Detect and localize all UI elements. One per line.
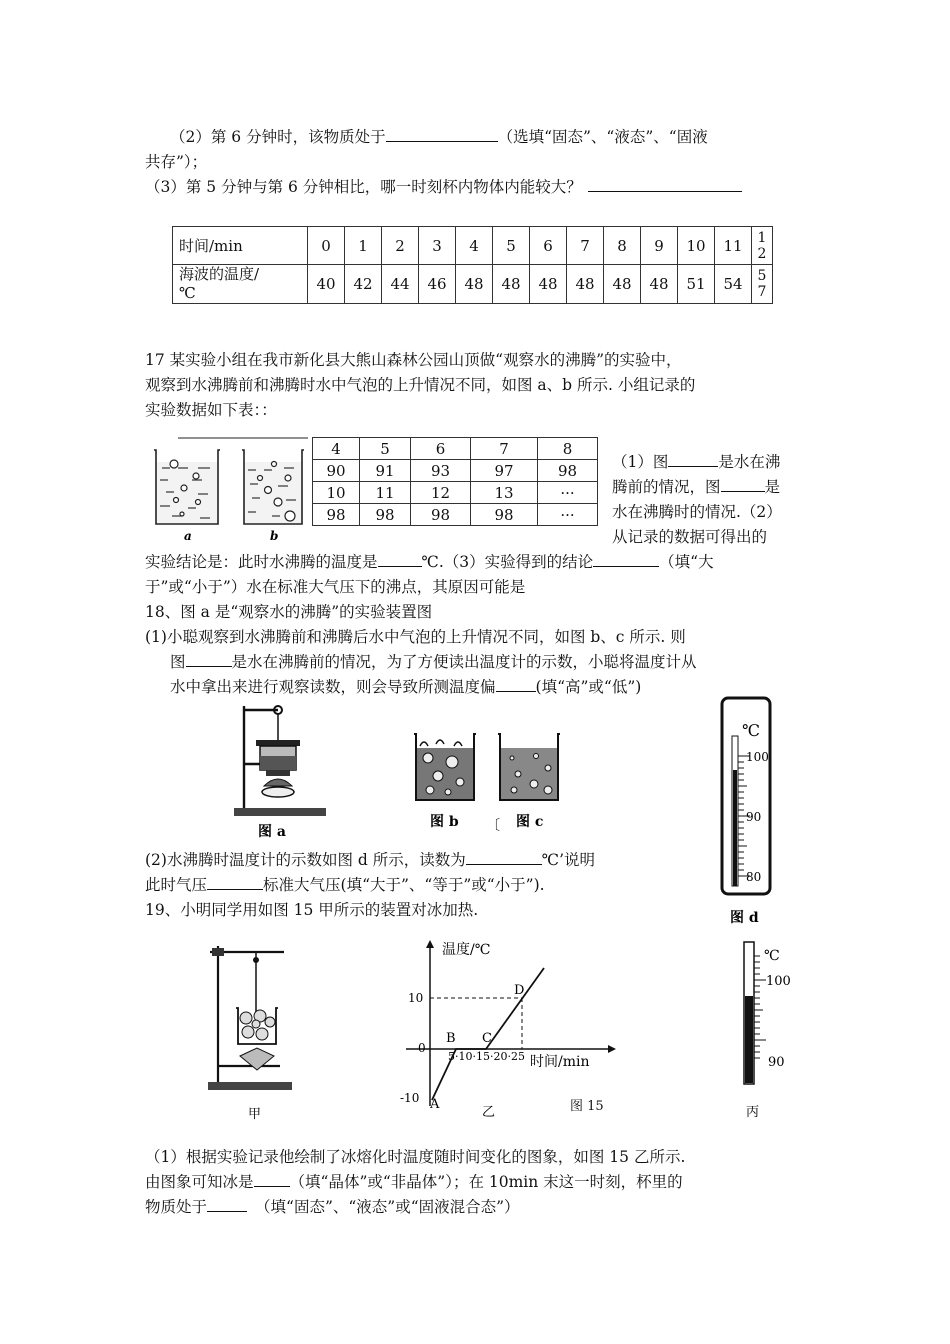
q17-line2: 观察到水沸腾前和沸腾时水中气泡的上升情况不同，如图 a、b 所示. 小组记录的 [145, 376, 696, 394]
q19-part1-line1: （1）根据实验记录他绘制了冰熔化时温度随时间变化的图象，如图 15 乙所示. [145, 1148, 686, 1166]
beaker-a-icon [154, 450, 220, 524]
apparatus-figure-a [230, 700, 330, 840]
beakers-figure-ab [148, 436, 308, 546]
table-row: 90 91 93 97 98 [313, 460, 598, 482]
answer-blank[interactable] [386, 127, 498, 142]
svg-text:b: b [270, 529, 279, 543]
q17-line1: 17 某实验小组在我市新化县大熊山森林公园山顶做“观察水的沸腾”的实验中， [145, 351, 682, 369]
q19-part1-line2: 由图象可知冰是 （填“晶体”或“非晶体”）；在 10min 末这一时刻，杯里的 [145, 1173, 683, 1191]
point-label: C [482, 1031, 492, 1046]
q17-side-line3: 水在沸腾时的情况.（2） [612, 503, 782, 521]
row-header-temperature: 海波的温度/ ℃ [173, 265, 308, 304]
apparatus-figure-jia [204, 936, 304, 1126]
svg-text:℃: ℃ [742, 721, 760, 740]
svg-text:丙: 丙 [746, 1105, 760, 1120]
svg-text:图 d: 图 d [730, 910, 759, 926]
answer-blank[interactable] [207, 1197, 247, 1212]
thermometer-figure-bing [730, 940, 800, 1124]
answer-blank[interactable] [588, 177, 742, 192]
svg-text:图 b: 图 b [430, 814, 459, 830]
svg-text:甲: 甲 [248, 1107, 262, 1122]
boiling-data-table [312, 437, 598, 526]
table-row: 4 5 6 7 8 [313, 438, 598, 460]
q16-part2-line2: 共存”）； [145, 153, 208, 171]
beaker-c-icon [498, 734, 560, 800]
q19-part1-line3: 物质处于 （填“固态”、“液态”或“固液混合态”） [145, 1198, 520, 1216]
y-tick-label: -10 [400, 1091, 420, 1105]
figure-caption: 图 15 [570, 1099, 604, 1114]
svg-text:100: 100 [746, 750, 769, 764]
svg-text:乙: 乙 [482, 1105, 496, 1120]
q17-side-line2: 腾前的情况，图 是 [612, 478, 781, 496]
q18-part1-line1: (1)小聪观察到水沸腾前和沸腾后水中气泡的上升情况不同，如图 b、c 所示. 则 [145, 628, 686, 646]
answer-blank[interactable] [496, 677, 536, 692]
q17-line4: 实验结论是：此时水沸腾的温度是 ℃.（3）实验得到的结论 （填“大 [145, 553, 714, 571]
q16-part2-line1: （2）第 6 分钟时，该物质处于 （选填“固态”、“液态”、“固液 [170, 128, 708, 146]
q18-title: 18、图 a 是“观察水的沸腾”的实验装置图 [145, 603, 433, 621]
beaker-b-icon [242, 450, 304, 524]
q18-part1-line3: 水中拿出来进行观察读数，则会导致所测温度偏 (填“高”或“低”) [170, 678, 642, 696]
point-label: A [430, 1097, 440, 1112]
beakers-figure-bc [408, 728, 568, 838]
q17-line3: 实验数据如下表：： [145, 401, 277, 419]
q18-part2-line2: 此时气压 标准大气压(填“大于”、“等于”或“小于”). [145, 876, 545, 894]
q17-side-line1: （1）图 是水在沸 [612, 453, 781, 471]
svg-text:〔: 〔 [486, 818, 500, 834]
svg-text:90: 90 [746, 810, 762, 824]
table-row: 海波的温度/ ℃ 40 42 44 46 48 48 48 48 48 48 51 54 5 7 [173, 265, 773, 304]
table-row: 98 98 98 98 ··· [313, 504, 598, 526]
answer-blank[interactable] [378, 552, 422, 567]
y-axis-label: 温度/℃ [442, 942, 491, 958]
table-row: 10 11 12 13 ··· [313, 482, 598, 504]
svg-text:80: 80 [746, 870, 762, 884]
thermometer-figure-d [716, 696, 776, 932]
q16-part3: （3）第 5 分钟与第 6 分钟相比，哪一时刻杯内物体内能较大？ [145, 176, 742, 198]
svg-text:图 c: 图 c [516, 814, 544, 830]
svg-text:℃: ℃ [764, 948, 780, 964]
q18-part2-line1: (2)水沸腾时温度计的示数如图 d 所示，读数为 ℃’说明 [145, 851, 596, 869]
y-tick-label: 0 [418, 1041, 426, 1055]
x-axis-label: 时间/min [530, 1054, 590, 1070]
answer-blank[interactable] [186, 652, 232, 667]
table-row: 时间/min 0 1 2 3 4 5 6 7 8 9 10 11 1 2 [173, 227, 773, 265]
x-tick-labels: 5·10·15·20·25 [448, 1050, 525, 1063]
beaker-b-icon [414, 734, 476, 800]
q19-title: 19、小明同学用如图 15 甲所示的装置对冰加热. [145, 901, 479, 919]
answer-blank[interactable] [207, 875, 263, 890]
svg-text:100: 100 [766, 974, 791, 989]
melting-data-table [172, 226, 773, 304]
svg-text:90: 90 [768, 1055, 785, 1070]
point-label: B [446, 1031, 456, 1046]
q18-part1-line2: 图 是水在沸腾前的情况，为了方便读出温度计的示数，小聪将温度计从 [170, 653, 697, 671]
answer-blank[interactable] [593, 552, 659, 567]
answer-blank[interactable] [721, 477, 765, 492]
q17-side-line4: 从记录的数据可得出的 [612, 528, 768, 546]
row-header-time: 时间/min [173, 227, 308, 265]
melting-graph [396, 938, 626, 1120]
answer-blank[interactable] [254, 1172, 290, 1187]
answer-blank[interactable] [466, 850, 542, 865]
point-label: D [514, 983, 525, 998]
y-tick-label: 10 [408, 991, 424, 1005]
q17-line5: 于”或“小于”）水在标准大气压下的沸点，其原因可能是 [145, 578, 526, 596]
svg-text:图 a: 图 a [258, 824, 286, 840]
answer-blank[interactable] [668, 452, 718, 467]
svg-text:a: a [184, 529, 192, 543]
